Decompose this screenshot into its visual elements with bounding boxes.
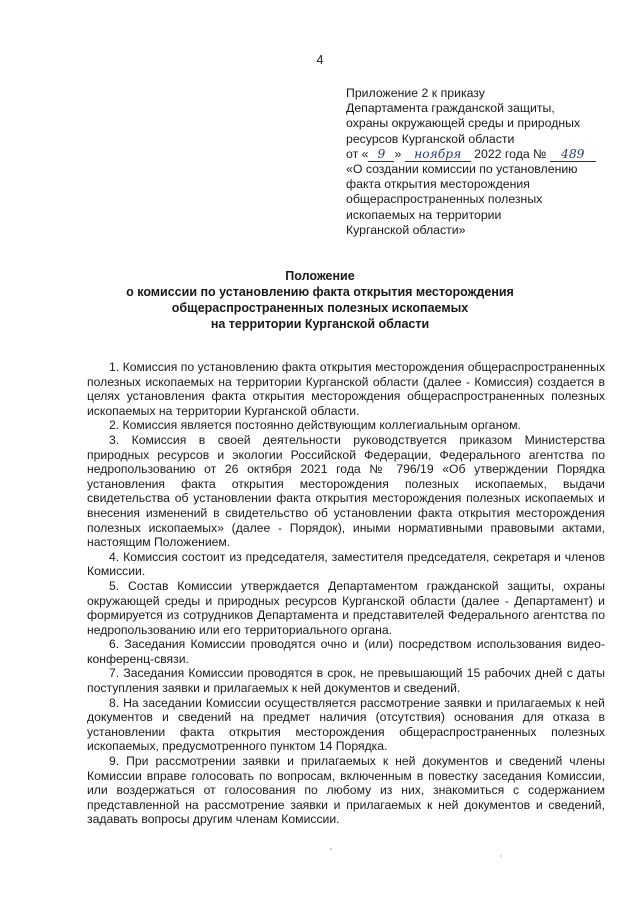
paragraph-5: 5. Состав Комиссии утверждается Департаментом гражданской защиты, охраны окружающей среды и природных ресурсов Курганской области (далее - Департамент) и формируется из сотрудников Департамента и представителей Федерального агентства по недропользованию или его территориального органа. xyxy=(87,578,605,637)
paragraph-8: 8. На заседании Комиссии осуществляется рассмотрение заявки и прилагаемых к ней документов и сведений на предмет наличия (отсутствия) основания для отказа в установлении факта открытия месторождения общераспространенных полезных ископаемых, предусмотренного пунктом 14 Порядка. xyxy=(87,695,605,754)
appendix-line: охраны окружающей среды и природных xyxy=(346,116,581,131)
paragraph-9: 9. При рассмотрении заявки и прилагаемых к ней документов и сведений члены Комиссии вправе голосовать по вопросам, включенным в повестку заседания Комиссии, или воздержаться от голосования по любому из них, знакомиться с содержанием представленной на рассмотрение заявки и прилагаемых к ней документов и сведений, задавать вопросы другим членам Комиссии. xyxy=(87,754,605,827)
scan-speck xyxy=(500,855,502,857)
page-number: 4 xyxy=(316,53,324,67)
date-mid: » xyxy=(394,146,402,161)
appendix-line: Департамента гражданской защиты, xyxy=(346,101,555,116)
appendix-line: ресурсов Курганской области xyxy=(346,131,515,146)
appendix-line: Приложение 2 к приказу xyxy=(346,86,485,100)
handwritten-month: ноября xyxy=(405,148,471,162)
date-year: 2022 года № xyxy=(474,146,547,161)
handwritten-day: 9 xyxy=(368,148,394,162)
title-line: Положение xyxy=(285,269,355,283)
handwritten-order-number: 489 xyxy=(550,148,596,162)
paragraph-7: 7. Заседания Комиссии проводятся в срок, не превышающий 15 рабочих дней с даты поступления заявки и прилагаемых к ней документов и сведений. xyxy=(87,666,605,696)
paragraph-2: 2. Комиссия является постоянно действующим коллегиальным органом. xyxy=(109,418,521,433)
appendix-block xyxy=(346,86,616,238)
order-title-line: Курганской области» xyxy=(346,222,466,237)
order-title-line: ископаемых на территории xyxy=(346,207,502,222)
title-line: на территории Курганской области xyxy=(210,317,430,331)
order-title-line: «О создании комиссии по установлению xyxy=(346,162,578,177)
document-body xyxy=(87,360,605,827)
title-line: общераспространенных полезных ископаемых xyxy=(171,301,469,315)
paragraph-1: 1. Комиссия по установлению факта открытия месторождения общераспространенных полезных ископаемых на территории Курганской области (далее - Комиссия) создается в целях установления факта открытия месторождения общераспространенных полезных ископаемых на территории Курганской области. xyxy=(87,360,605,418)
paragraph-6: 6. Заседания Комиссии проводятся очно и (или) посредством использования видео-конференц-связи. xyxy=(87,637,605,666)
order-title-line: общераспространенных полезных xyxy=(346,192,543,207)
paragraph-4: 4. Комиссия состоит из председателя, заместителя председателя, секретаря и членов Комиссии. xyxy=(87,549,605,579)
document-title xyxy=(0,268,640,332)
title-line: о комиссии по установлению факта открытия месторождения xyxy=(126,285,514,299)
date-prefix: от « xyxy=(346,146,369,161)
appendix-date-line xyxy=(346,147,616,162)
scan-speck xyxy=(330,848,332,850)
paragraph-3: 3. Комиссия в своей деятельности руководствуется приказом Министерства природных ресурсов и экологии Российской Федерации, Федерального агентства по недропользованию от 26 октября 2021 года № 796/19 «Об утверждении Порядка установления факта открытия месторождения полезных ископаемых, выдачи свидетельства об установлении факта открытия месторождения полезных ископаемых и внесения изменений в свидетельство об установлении факта открытия месторождения полезных ископаемых» (далее - Порядок), иными нормативными правовыми актами, настоящим Положением. xyxy=(87,432,605,550)
order-title-line: факта открытия месторождения xyxy=(346,177,530,192)
